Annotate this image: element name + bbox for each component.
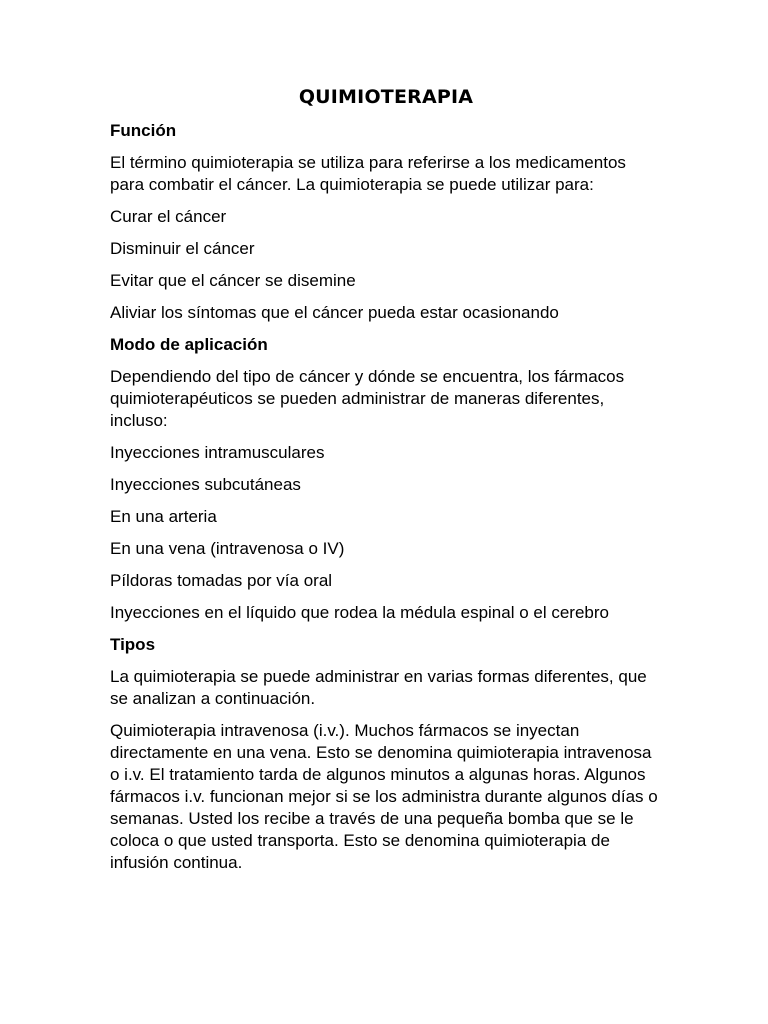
document-body xyxy=(110,84,662,884)
list-item: Disminuir el cáncer xyxy=(110,239,255,258)
paragraph: Quimioterapia intravenosa (i.v.). Muchos fármacos se inyectan directamente en una vena. Esto se denomina quimioterapia intravenosa o i.v. El tratamiento tarda de algunos minutos a algunas horas. Algunos fármacos i.v. funcionan mejor si se los administra durante algunos días o semanas. Usted los recibe a través de una pequeña bomba que se le coloca o que usted transporta. Esto se denomina quimioterapia de infusión continua. xyxy=(110,721,658,872)
section-heading-tipos: Tipos xyxy=(110,635,156,654)
list-item: En una arteria xyxy=(110,507,217,526)
paragraph: La quimioterapia se puede administrar en varias formas diferentes, que se analizan a continuación. xyxy=(110,667,647,708)
list-item: Inyecciones subcutáneas xyxy=(110,475,301,494)
list-item: Curar el cáncer xyxy=(110,207,227,226)
list-item: Inyecciones en el líquido que rodea la médula espinal o el cerebro xyxy=(110,603,609,622)
paragraph: Dependiendo del tipo de cáncer y dónde se encuentra, los fármacos quimioterapéuticos se pueden administrar de maneras diferentes, incluso: xyxy=(110,367,625,430)
list-item: Evitar que el cáncer se disemine xyxy=(110,271,356,290)
list-item: Aliviar los síntomas que el cáncer pueda estar ocasionando xyxy=(110,303,559,322)
document-title: QUIMIOTERAPIA xyxy=(298,86,474,108)
section-heading-funcion: Función xyxy=(110,121,177,140)
list-item: En una vena (intravenosa o IV) xyxy=(110,539,345,558)
paragraph: El término quimioterapia se utiliza para referirse a los medicamentos para combatir el cáncer. La quimioterapia se puede utilizar para: xyxy=(110,153,626,194)
section-heading-modo-de-aplicacion: Modo de aplicación xyxy=(110,335,268,354)
list-item: Píldoras tomadas por vía oral xyxy=(110,571,333,590)
list-item: Inyecciones intramusculares xyxy=(110,443,325,462)
